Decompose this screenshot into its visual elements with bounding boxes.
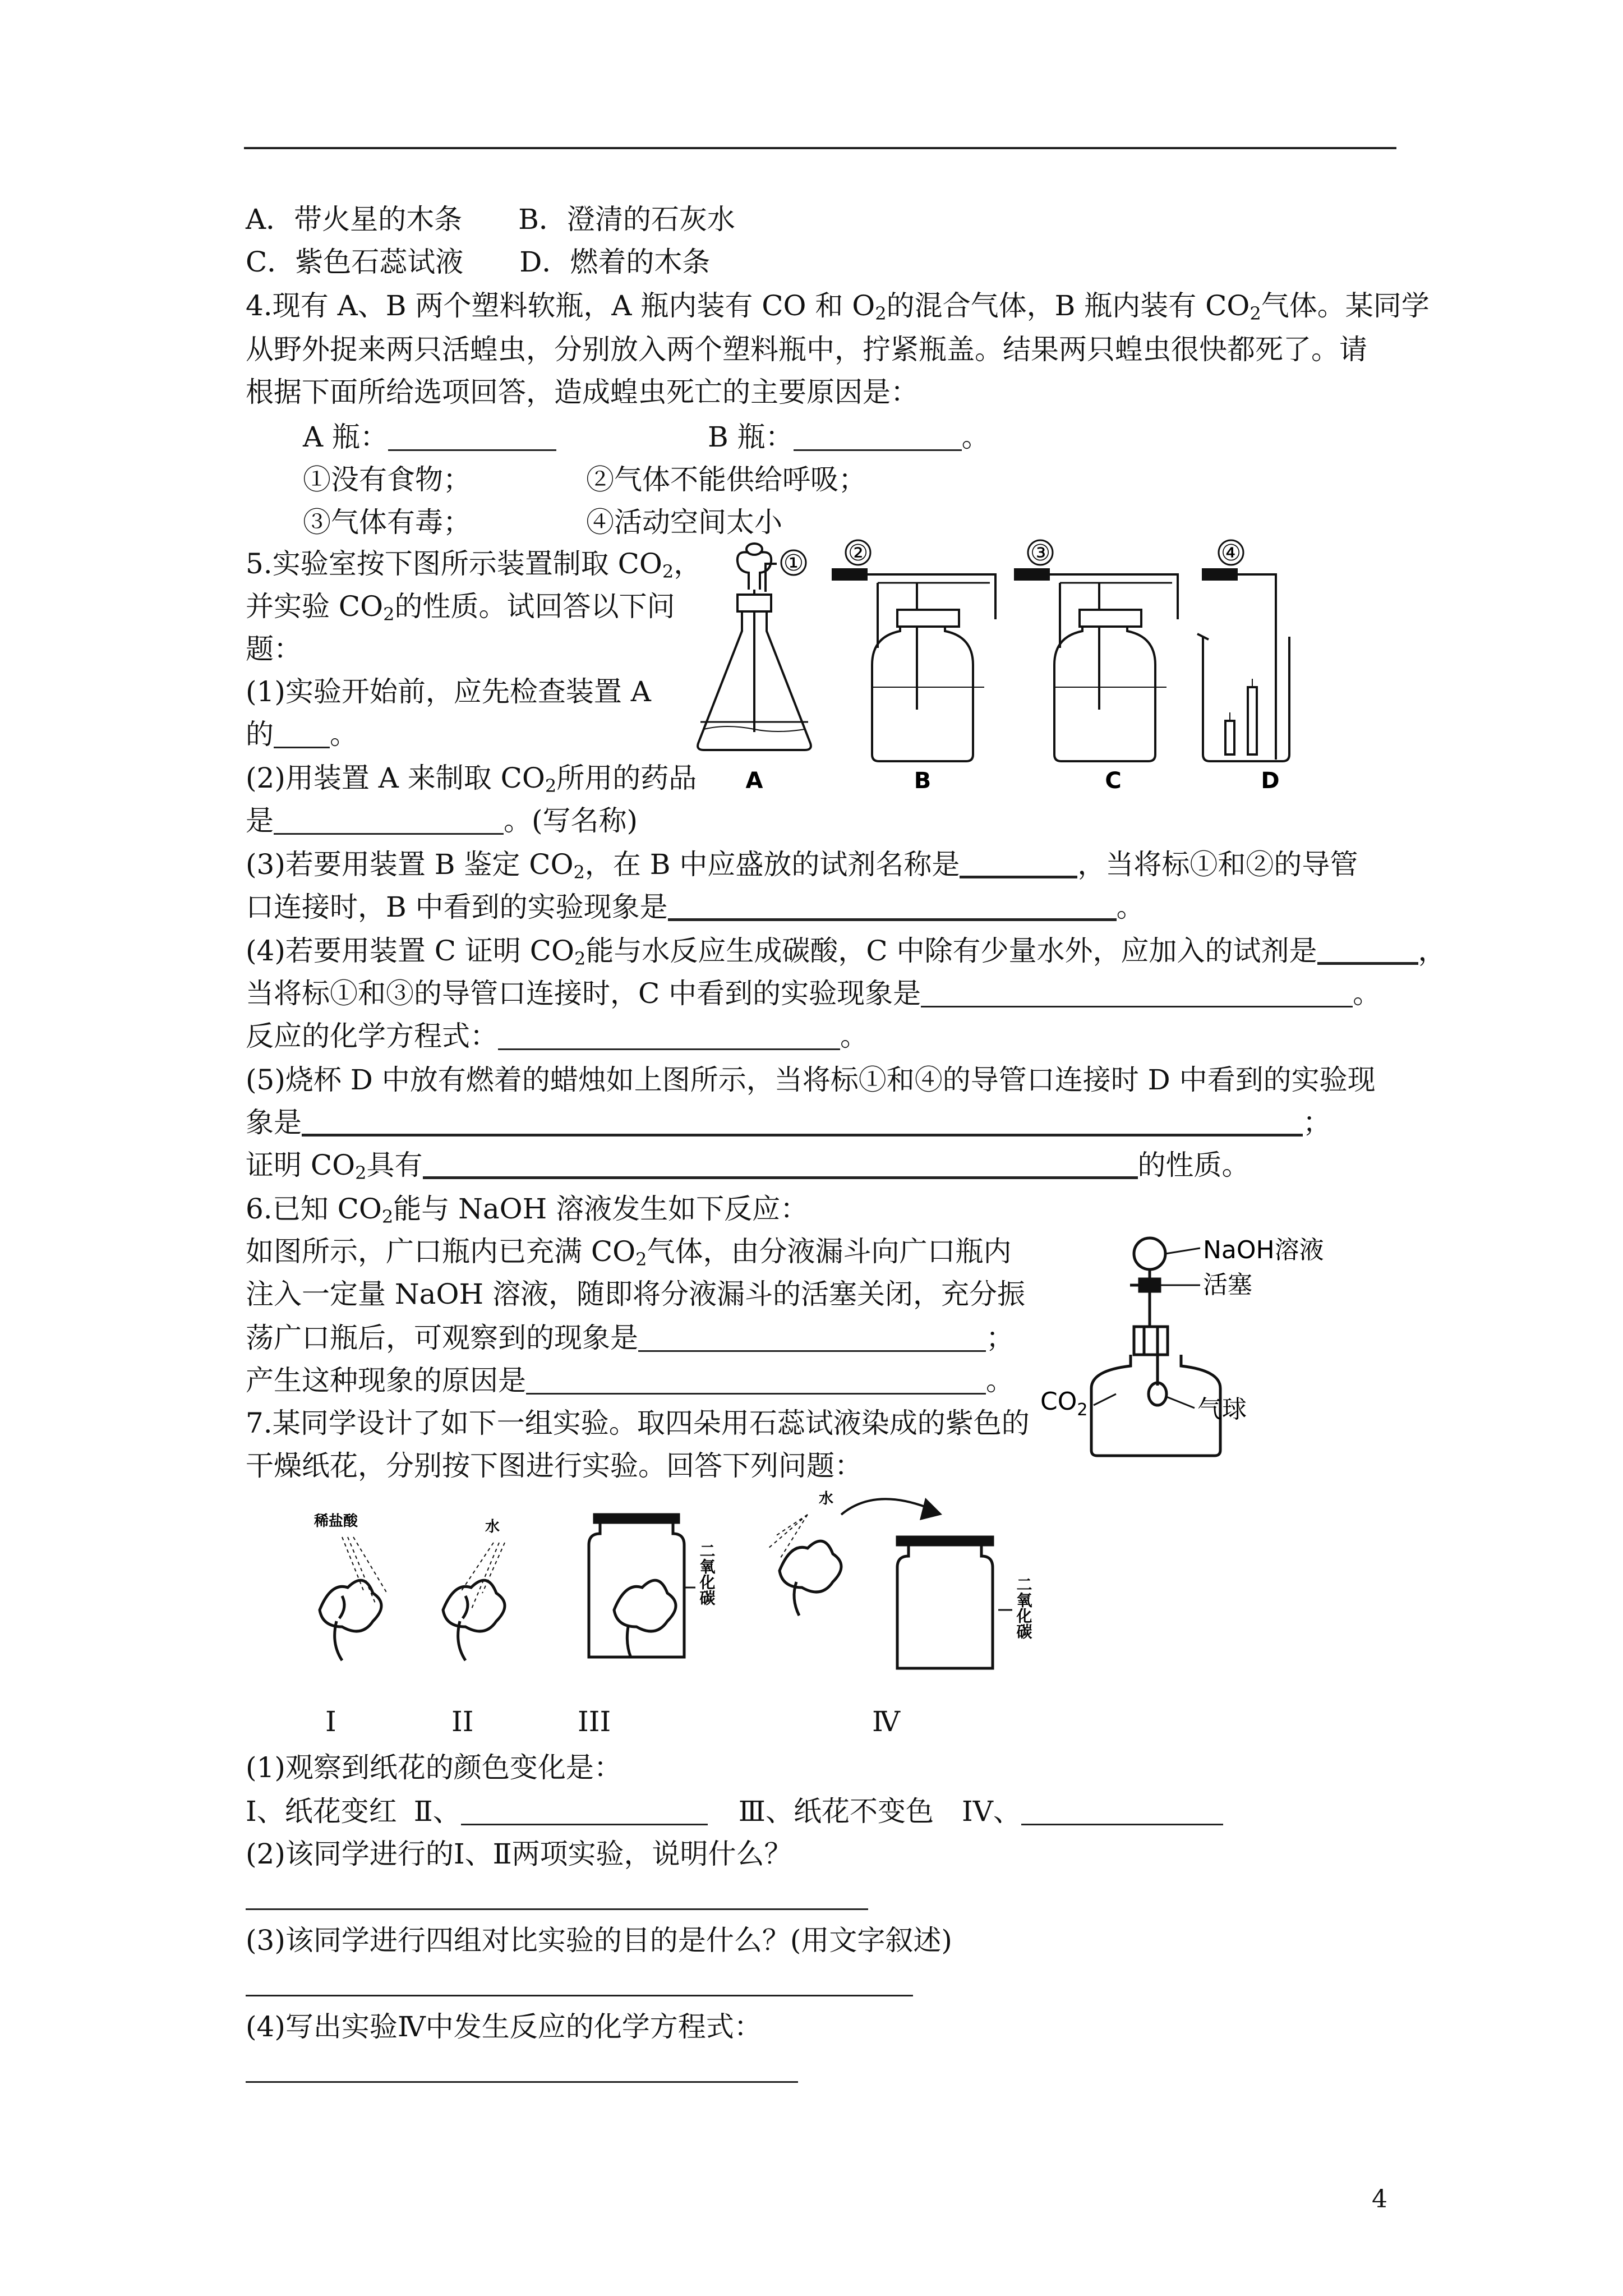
q6-line2: 如图所示，广口瓶内已充满 $CO_2$气体，由分液漏斗向广口瓶内 [246, 1235, 1012, 1270]
q5-p3a: (3)若要用装置 B 鉴定 $CO_2$，在 B 中应盛放的试剂名称是 ，当将标①和②的导管 [246, 844, 1358, 885]
q6-line3: 注入一定量 NaOH 溶液，随即将分液漏斗的活塞关闭，充分振 [246, 1278, 1025, 1310]
q6-naoh-figure [1040, 1226, 1380, 1473]
marker-3: ③ [1030, 540, 1050, 566]
q5-p2b: 是 。(写名称) [246, 804, 638, 837]
q7-s4: (4)写出实验Ⅳ中发生反应的化学方程式： [246, 2010, 762, 2043]
label-a: A [745, 768, 763, 794]
q5-line2: 并实验 $CO_2$的性质。试回答以下问 [246, 590, 675, 625]
q5-p5a: (5)烧杯 D 中放有燃着的蜡烛如上图所示，当将标①和④的导管口连接时 D 中看到的实验现 [246, 1064, 1376, 1096]
q6-reason-blank[interactable] [526, 1364, 986, 1395]
q3-option-a: A．带火星的木条 [246, 203, 463, 236]
marker-2: ② [848, 540, 868, 566]
q7-line1: 7.某同学设计了如下一组实验。取四朵用石蕊试液染成的紫色的 [246, 1407, 1030, 1439]
balloon-label: 气球 [1197, 1395, 1247, 1424]
co2-vertical-label-4: 二氧化碳 [1014, 1576, 1033, 1639]
q5-p4b: 当将标①和③的导管口连接时，C 中看到的实验现象是 。 [246, 977, 1381, 1010]
water-label-2: 水 [485, 1519, 500, 1535]
q7-s2-answer-line[interactable] [246, 1908, 868, 1910]
q3-option-d: D．燃着的木条 [519, 246, 711, 278]
q5-p4-reagent-blank[interactable] [1317, 933, 1418, 965]
q3-options-row1 [246, 199, 735, 240]
q5-line1: 5.实验室按下图所示装置制取 $CO_2$， [246, 547, 702, 582]
q6-line1: 6.已知 $CO_2$能与 NaOH 溶液发生如下反应： [246, 1193, 809, 1227]
q5-p5-phenomenon-blank[interactable] [302, 1105, 1303, 1137]
q5-p3b: 口连接时，B 中看到的实验现象是 。 [246, 886, 1145, 928]
header-rule [244, 147, 1396, 149]
q5-p2a: (2)用装置 A 来制取 $CO_2$所用的药品 [246, 762, 697, 797]
page-number: 4 [1372, 2185, 1387, 2214]
valve-label: 活塞 [1203, 1271, 1252, 1299]
q5-p1-blank[interactable] [274, 717, 330, 748]
naoh-label: NaOH溶液 [1203, 1236, 1324, 1264]
marker-1: ① [783, 550, 804, 576]
q5-p5c: 证明 $CO_2$具有 的性质。 [246, 1144, 1250, 1186]
q5-p4-equation-blank[interactable] [498, 1019, 840, 1050]
q3-option-c: C．紫色石蕊试液 [246, 246, 464, 278]
q6-line4: 荡广口瓶后，可观察到的现象是 ； [246, 1322, 1014, 1354]
q5-p4-phenomenon-blank[interactable] [921, 977, 1353, 1007]
q5-p4a: (4)若要用装置 C 证明 $CO_2$能与水反应生成碳酸，C 中除有少量水外，应加入的试剂是 ， [246, 930, 1446, 972]
label-d: D [1261, 768, 1280, 794]
q5-p2-blank[interactable] [274, 804, 504, 835]
q5-p1a: (1)实验开始前，应先检查装置 A [246, 675, 651, 708]
q3-options-row2 [246, 241, 710, 283]
q5-p4c: 反应的化学方程式： 。 [246, 1020, 868, 1052]
q7-s1: (1)观察到纸花的颜色变化是： [246, 1751, 622, 1784]
q7-s3-answer-line[interactable] [246, 1995, 913, 1996]
q5-p5b: 象是 ； [246, 1102, 1331, 1143]
q4-line2: 从野外捉来两只活蝗虫，分别放入两个塑料瓶中，拧紧瓶盖。结果两只蝗虫很快都死了。请 [246, 333, 1367, 366]
q7-s4-answer-line[interactable] [246, 2081, 798, 2083]
label-c: C [1105, 768, 1122, 794]
q6-phenomenon-blank[interactable] [638, 1321, 986, 1352]
q7-s3: (3)该同学进行四组对比实验的目的是什么？(用文字叙述) [246, 1924, 952, 1957]
co2-vertical-label-3: 二氧化碳 [697, 1543, 716, 1605]
q4-b-blank[interactable] [794, 420, 962, 451]
q5-line3: 题： [246, 633, 302, 665]
q4-line3: 根据下面所给选项回答，造成蝗虫死亡的主要原因是： [246, 376, 919, 408]
label-b: B [914, 768, 932, 794]
q5-apparatus-figure [709, 536, 1382, 794]
q4-line1: 4.现有 A、B 两个塑料软瓶，A 瓶内装有 CO 和 $O_2$的混合气体，B 瓶内装有 $CO_2$气体。某同学 [246, 289, 1430, 324]
co2-label: $CO_2$ [1040, 1387, 1088, 1420]
q4-options-row1: ①没有食物； ②气体不能供给呼吸； [303, 463, 866, 496]
roman-i: I [325, 1705, 336, 1738]
roman-iv: Ⅳ [872, 1705, 900, 1738]
q7-line2: 干燥纸花，分别按下图进行实验。回答下列问题： [246, 1450, 863, 1482]
q7-flower-figure [292, 1481, 1088, 1694]
q5-p3-reagent-blank[interactable] [960, 846, 1077, 878]
q7-iv-blank[interactable] [1021, 1795, 1223, 1825]
q7-ii-blank[interactable] [461, 1795, 708, 1825]
water-label-4: 水 [819, 1490, 834, 1507]
roman-ii: II [451, 1705, 474, 1738]
q7-s2: (2)该同学进行的Ⅰ、Ⅱ两项实验，说明什么？ [246, 1838, 792, 1870]
q4-answer-row: A 瓶： B 瓶： 。 [303, 421, 990, 453]
q4-a-blank[interactable] [388, 420, 556, 451]
q6-line5: 产生这种现象的原因是 。 [246, 1364, 1014, 1397]
q5-p5-property-blank[interactable] [423, 1147, 1138, 1179]
q5-p3-phenomenon-blank[interactable] [668, 889, 1117, 921]
q7-s1-answers: Ⅰ、纸花变红 Ⅱ、 Ⅲ、纸花不变色 IV、 [246, 1791, 1223, 1832]
q4-options-row2: ③气体有毒； ④活动空间太小 [303, 506, 782, 539]
q5-p1b: 的 。 [246, 718, 358, 751]
acid-label: 稀盐酸 [314, 1513, 358, 1530]
roman-iii: III [578, 1705, 611, 1738]
marker-4: ④ [1221, 540, 1241, 566]
q3-option-b: B．澄清的石灰水 [518, 203, 735, 236]
